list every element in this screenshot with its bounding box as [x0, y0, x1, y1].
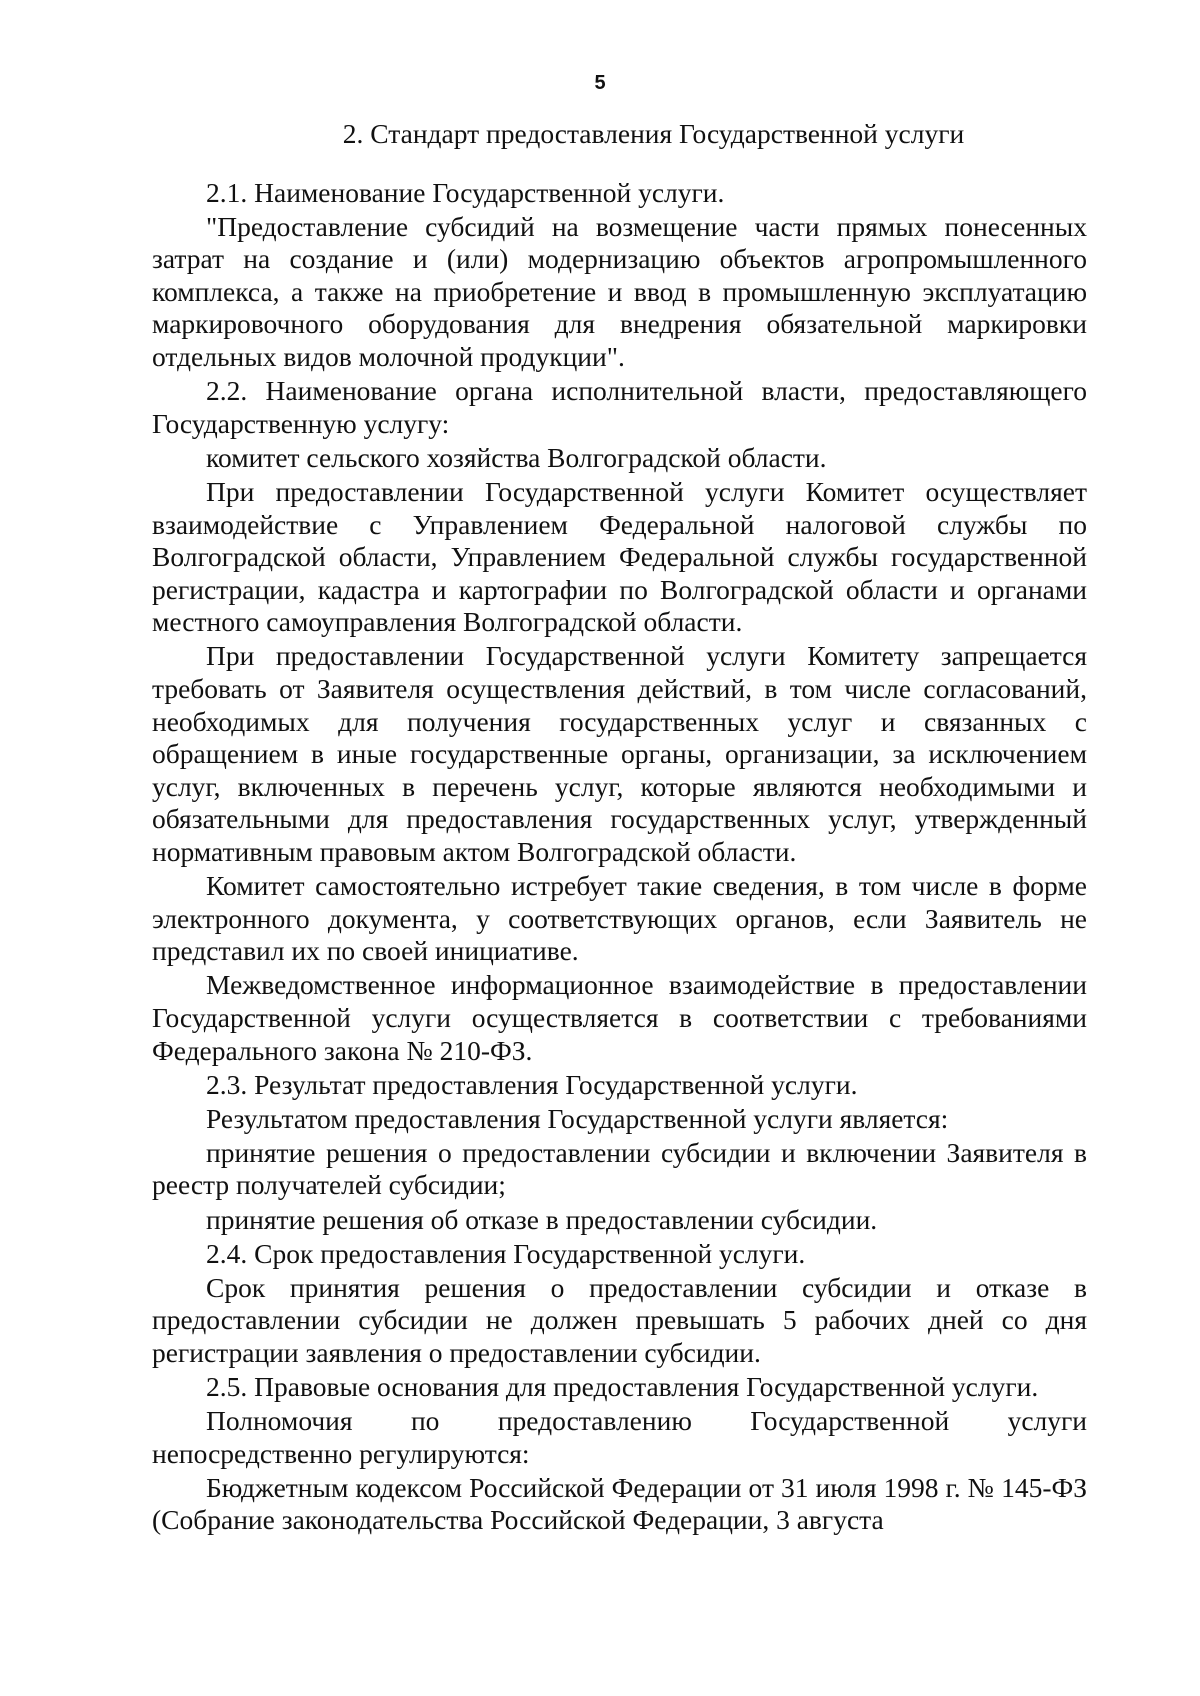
paragraph-budget-code: Бюджетным кодексом Российской Федерации от 31 июля 1998 г. № 145-ФЗ (Собрание законодательства Российской Федерации, 3 августа [152, 1471, 1087, 1536]
paragraph-2-5-title: 2.5. Правовые основания для предоставления Государственной услуги. [206, 1370, 1039, 1402]
paragraph-interagency: Межведомственное информационное взаимодействие в предоставлении Государственной услуги осуществляется в соответствии с требованиями Федерального закона № 210-ФЗ. [152, 969, 1087, 1066]
paragraph-result-grant: принятие решения о предоставлении субсидии и включении Заявителя в реестр получателей субсидии; [152, 1136, 1087, 1201]
paragraph-2-2-title: 2.2. Наименование органа исполнительной власти, предоставляющего Государственную услугу: [152, 375, 1087, 439]
paragraph-interaction: При предоставлении Государственной услуги Комитет осуществляет взаимодействие с Управлением Федеральной налоговой службы по Волгоградской области, Управлением Федеральной службы государственной регистрации, кадастра и картографии по Волгоградской области и органами местного самоуправления Волгоградской области. [152, 475, 1087, 638]
paragraph-service-name: "Предоставление субсидий на возмещение части прямых понесенных затрат на создание и (или) модернизацию объектов агропромышленного комплекса, а также на приобретение и ввод в промышленную эксплуатацию маркировочного оборудования для внедрения обязательной маркировки отдельных видов молочной продукции". [152, 210, 1087, 373]
paragraph-result-refusal: принятие решения об отказе в предоставлении субсидии. [206, 1203, 878, 1235]
paragraph-request-info: Комитет самостоятельно истребует такие сведения, в том числе в форме электронного документа, у соответствующих органов, если Заявитель не представил их по своей инициативе. [152, 870, 1087, 967]
paragraph-2-4-title: 2.4. Срок предоставления Государственной услуги. [206, 1237, 806, 1269]
paragraph-prohibition: При предоставлении Государственной услуги Комитету запрещается требовать от Заявителя осуществления действий, в том числе согласований, необходимых для получения государственных услуг и связанных с обращением в иные государственные органы, организации, за исключением услуг, включенных в перечень услуг, которые являются необходимыми и обязательными для предоставления государственных услуг, утвержденный нормативным правовым актом Волгоградской области. [152, 640, 1087, 867]
paragraph-result-intro: Результатом предоставления Государственной услуги является: [206, 1102, 949, 1134]
paragraph-committee: комитет сельского хозяйства Волгоградской области. [206, 441, 827, 473]
paragraph-2-1-title: 2.1. Наименование Государственной услуги. [206, 176, 725, 208]
page-number: 5 [594, 72, 606, 94]
paragraph-2-3-title: 2.3. Результат предоставления Государственной услуги. [206, 1068, 858, 1100]
document-body [152, 118, 1087, 1538]
paragraph-powers: Полномочия по предоставлению Государственной услуги непосредственно регулируются: [152, 1405, 1087, 1469]
section-heading: 2. Стандарт предоставления Государственной услуги [342, 118, 965, 149]
paragraph-term: Срок принятия решения о предоставлении субсидии и отказе в предоставлении субсидии не должен превышать 5 рабочих дней со дня регистрации заявления о предоставлении субсидии. [152, 1271, 1087, 1368]
